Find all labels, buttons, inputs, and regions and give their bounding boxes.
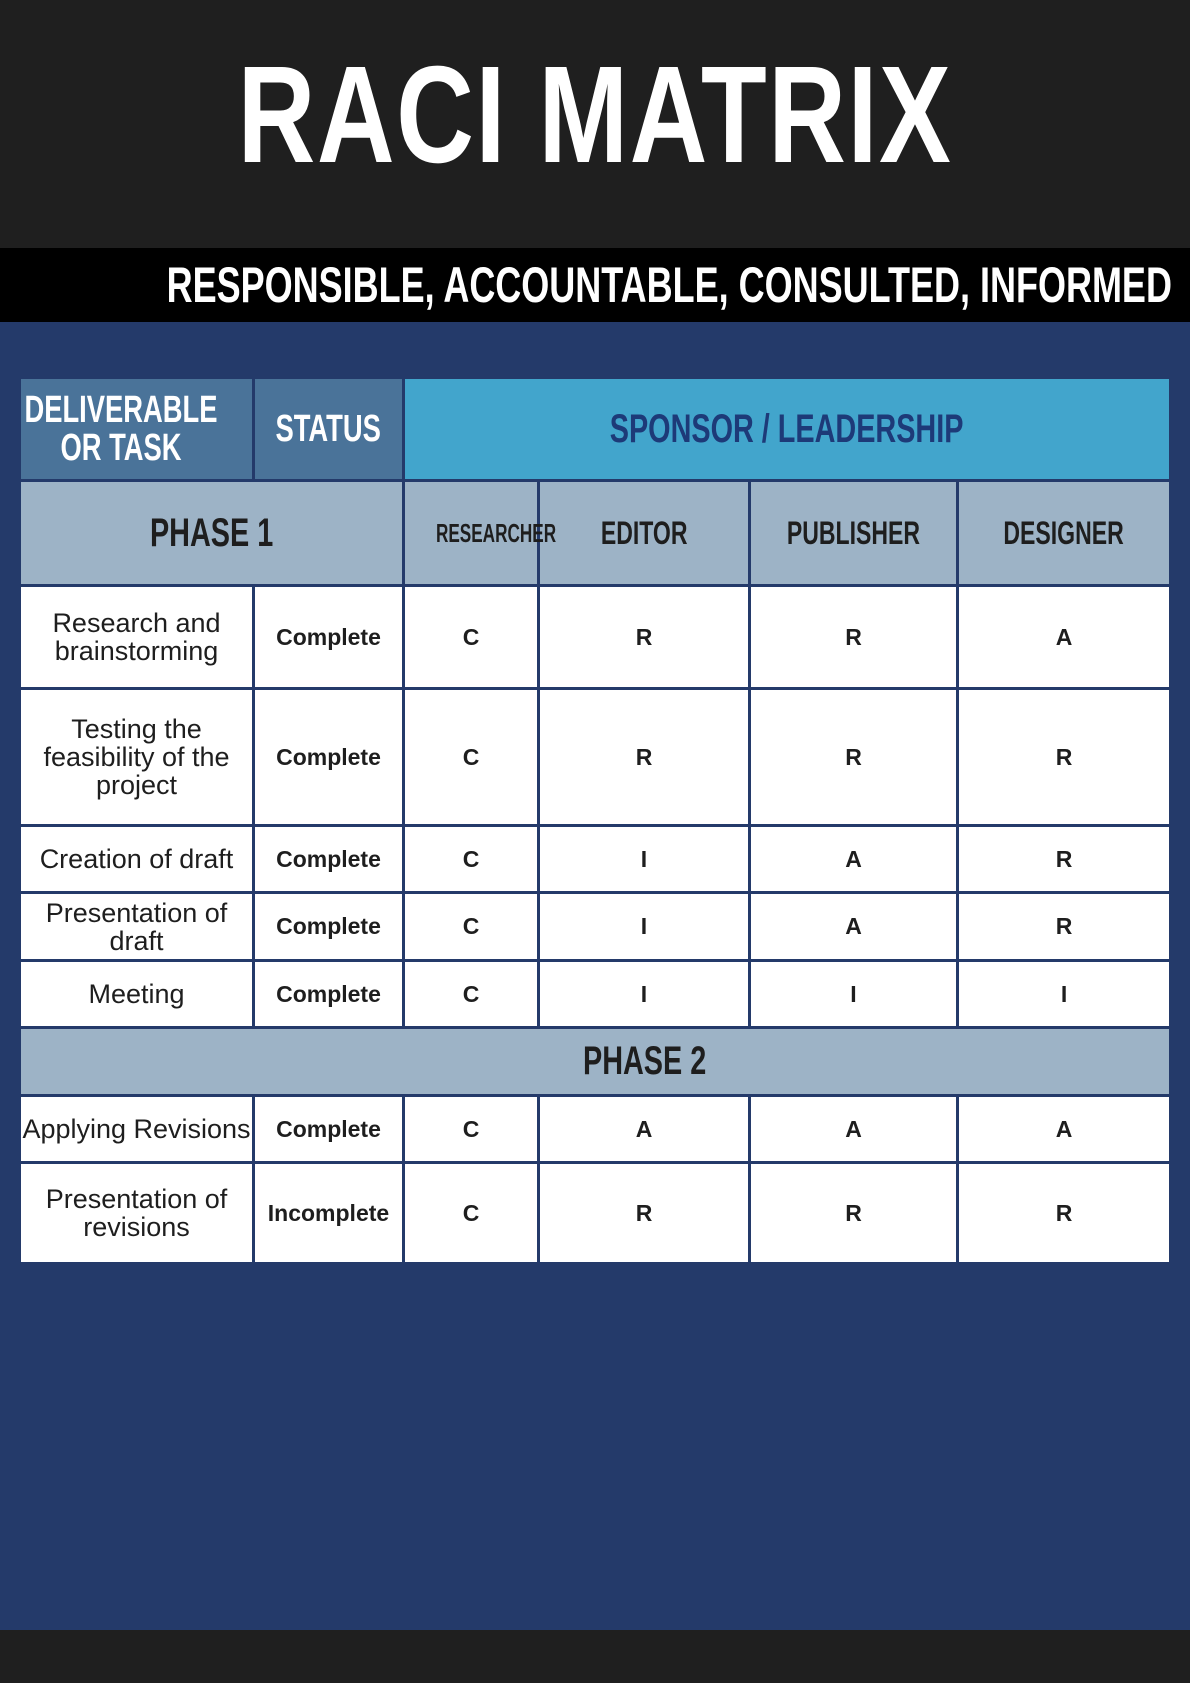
designer-cell: A [958, 1096, 1171, 1163]
publisher-cell: R [750, 689, 958, 826]
designer-cell: R [958, 1163, 1171, 1264]
designer-cell: R [958, 893, 1171, 961]
designer-cell: R [958, 689, 1171, 826]
publisher-cell: A [750, 893, 958, 961]
page-title: RACI MATRIX [237, 38, 953, 192]
task-cell: Presentation of draft [20, 893, 254, 961]
role-header-editor: EDITOR [539, 481, 750, 586]
publisher-cell: I [750, 961, 958, 1028]
researcher-cell: C [404, 1163, 539, 1264]
table-row [20, 1163, 1171, 1264]
table-row [20, 1096, 1171, 1163]
phase1-role-row [20, 481, 1171, 586]
phase1-label: PHASE 1 [20, 481, 404, 586]
task-cell: Presentation of revisions [20, 1163, 254, 1264]
role-header-researcher: RESEARCHER [404, 481, 539, 586]
researcher-cell: C [404, 689, 539, 826]
researcher-cell: C [404, 1096, 539, 1163]
status-cell: Complete [254, 961, 404, 1028]
page-subtitle: RESPONSIBLE, ACCOUNTABLE, CONSULTED, INFORMED [166, 257, 1172, 313]
table-row [20, 586, 1171, 689]
status-cell: Complete [254, 826, 404, 893]
researcher-cell: C [404, 586, 539, 689]
editor-cell: R [539, 586, 750, 689]
status-cell: Complete [254, 586, 404, 689]
raci-table [18, 376, 1172, 1265]
publisher-cell: A [750, 826, 958, 893]
editor-cell: I [539, 826, 750, 893]
subtitle-band [0, 248, 1190, 322]
researcher-cell: C [404, 826, 539, 893]
phase2-row [20, 1028, 1171, 1096]
designer-cell: A [958, 586, 1171, 689]
editor-cell: R [539, 689, 750, 826]
status-column-header: STATUS [254, 378, 404, 481]
phase2-label: PHASE 2 [20, 1028, 1171, 1096]
researcher-cell: C [404, 961, 539, 1028]
designer-cell: R [958, 826, 1171, 893]
task-cell: Applying Revisions [20, 1096, 254, 1163]
task-column-header: DELIVERABLE OR TASK [20, 378, 254, 481]
task-cell: Testing the feasibility of the project [20, 689, 254, 826]
publisher-cell: R [750, 586, 958, 689]
publisher-cell: A [750, 1096, 958, 1163]
status-cell: Incomplete [254, 1163, 404, 1264]
task-cell: Research and brainstorming [20, 586, 254, 689]
title-band [0, 0, 1190, 248]
status-cell: Complete [254, 893, 404, 961]
task-cell: Creation of draft [20, 826, 254, 893]
task-cell: Meeting [20, 961, 254, 1028]
footer-band [0, 1630, 1190, 1683]
role-header-designer: DESIGNER [958, 481, 1171, 586]
table-row [20, 826, 1171, 893]
editor-cell: A [539, 1096, 750, 1163]
editor-cell: R [539, 1163, 750, 1264]
table-row [20, 689, 1171, 826]
table-header-row [20, 378, 1171, 481]
editor-cell: I [539, 893, 750, 961]
status-cell: Complete [254, 689, 404, 826]
status-cell: Complete [254, 1096, 404, 1163]
sponsor-group-header: SPONSOR / LEADERSHIP [404, 378, 1171, 481]
researcher-cell: C [404, 893, 539, 961]
editor-cell: I [539, 961, 750, 1028]
designer-cell: I [958, 961, 1171, 1028]
table-row [20, 961, 1171, 1028]
publisher-cell: R [750, 1163, 958, 1264]
table-row [20, 893, 1171, 961]
role-header-publisher: PUBLISHER [750, 481, 958, 586]
